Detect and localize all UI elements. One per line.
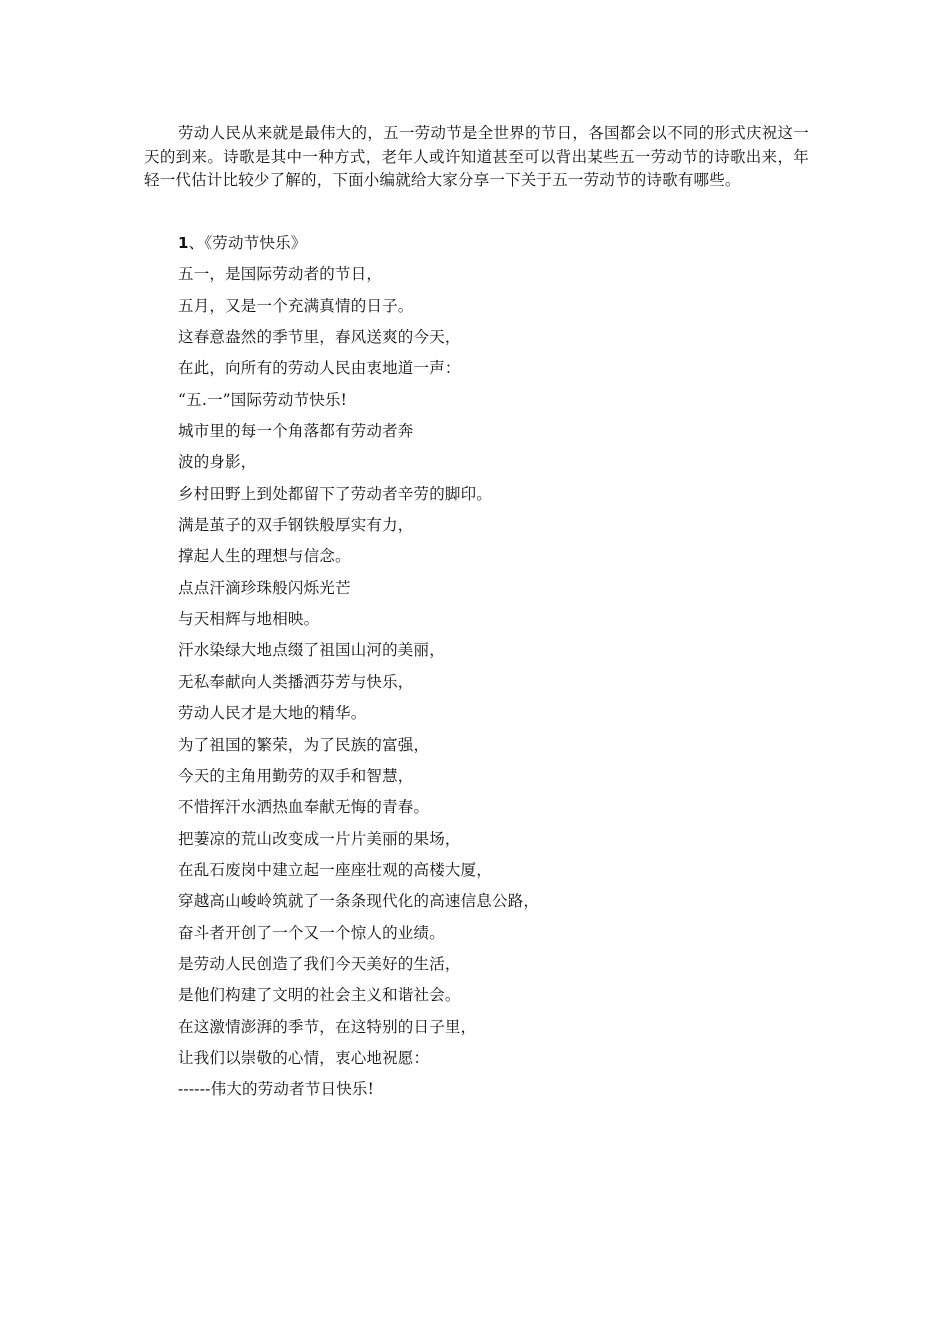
poem-line: 汗水染绿大地点缀了祖国山河的美丽， (178, 641, 445, 660)
poem-line: 乡村田野上到处都留下了劳动者辛劳的脚印。 (178, 484, 493, 503)
poem-line: 不惜挥汗水洒热血奉献无悔的青春。 (178, 798, 430, 817)
poem-line: “五.一”国际劳动节快乐! (178, 390, 348, 409)
poem-line: 是他们构建了文明的社会主义和谐社会。 (178, 986, 461, 1005)
poem-line: 让我们以崇敬的心情，衷心地祝愿： (178, 1048, 430, 1067)
poem-line: 满是茧子的双手钢铁般厚实有力， (178, 516, 414, 535)
poem-line: 这春意盎然的季节里，春风送爽的今天， (178, 328, 461, 347)
intro-paragraph: 劳动人民从来就是最伟大的，五一劳动节是全世界的节日，各国都会以不同的形式庆祝这一天的到来。诗歌是其中一种方式，老年人或许知道甚至可以背出某些五一劳动节的诗歌出来，年轻一代估计比较少了解的，下面小编就给大家分享一下关于五一劳动节的诗歌有哪些。 (144, 124, 809, 189)
poem-line: 波的身影， (178, 453, 257, 472)
poem-heading-title: 、《劳动节快乐》 (188, 234, 307, 252)
poem-line: 穿越高山峻岭筑就了一条条现代化的高速信息公路， (178, 892, 540, 911)
poem-line: 在乱石废岗中建立起一座座壮观的高楼大厦， (178, 860, 493, 879)
poem-line: 是劳动人民创造了我们今天美好的生活， (178, 954, 461, 973)
poem-line: 今天的主角用勤劳的双手和智慧， (178, 766, 414, 785)
poem-line: 无私奉献向人类播洒芬芳与快乐， (178, 672, 414, 691)
poem-line: 与天相辉与地相映。 (178, 610, 320, 629)
poem-line: 城市里的每一个角落都有劳动者奔 (178, 422, 414, 441)
poem-line: 为了祖国的繁荣，为了民族的富强， (178, 735, 430, 754)
poem-line: 撑起人生的理想与信念。 (178, 547, 351, 566)
poem (178, 228, 798, 1106)
poem-line: 在这激情澎湃的季节，在这特别的日子里， (178, 1017, 477, 1036)
poem-line: ------伟大的劳动者节日快乐! (178, 1080, 375, 1099)
poem-line: 把萋凉的荒山改变成一片片美丽的果场， (178, 829, 461, 848)
poem-heading-number: 1 (178, 234, 189, 252)
poem-line: 在此，向所有的劳动人民由衷地道一声： (178, 359, 461, 378)
poem-line: 奋斗者开创了一个又一个惊人的业绩。 (178, 923, 445, 942)
poem-line: 点点汗滴珍珠般闪烁光芒 (178, 578, 351, 597)
poem-line: 五月，又是一个充满真情的日子。 (178, 296, 414, 315)
poem-heading (178, 228, 798, 259)
poem-line: 劳动人民才是大地的精华。 (178, 704, 367, 723)
poem-line: 五一，是国际劳动者的节日， (178, 265, 383, 284)
